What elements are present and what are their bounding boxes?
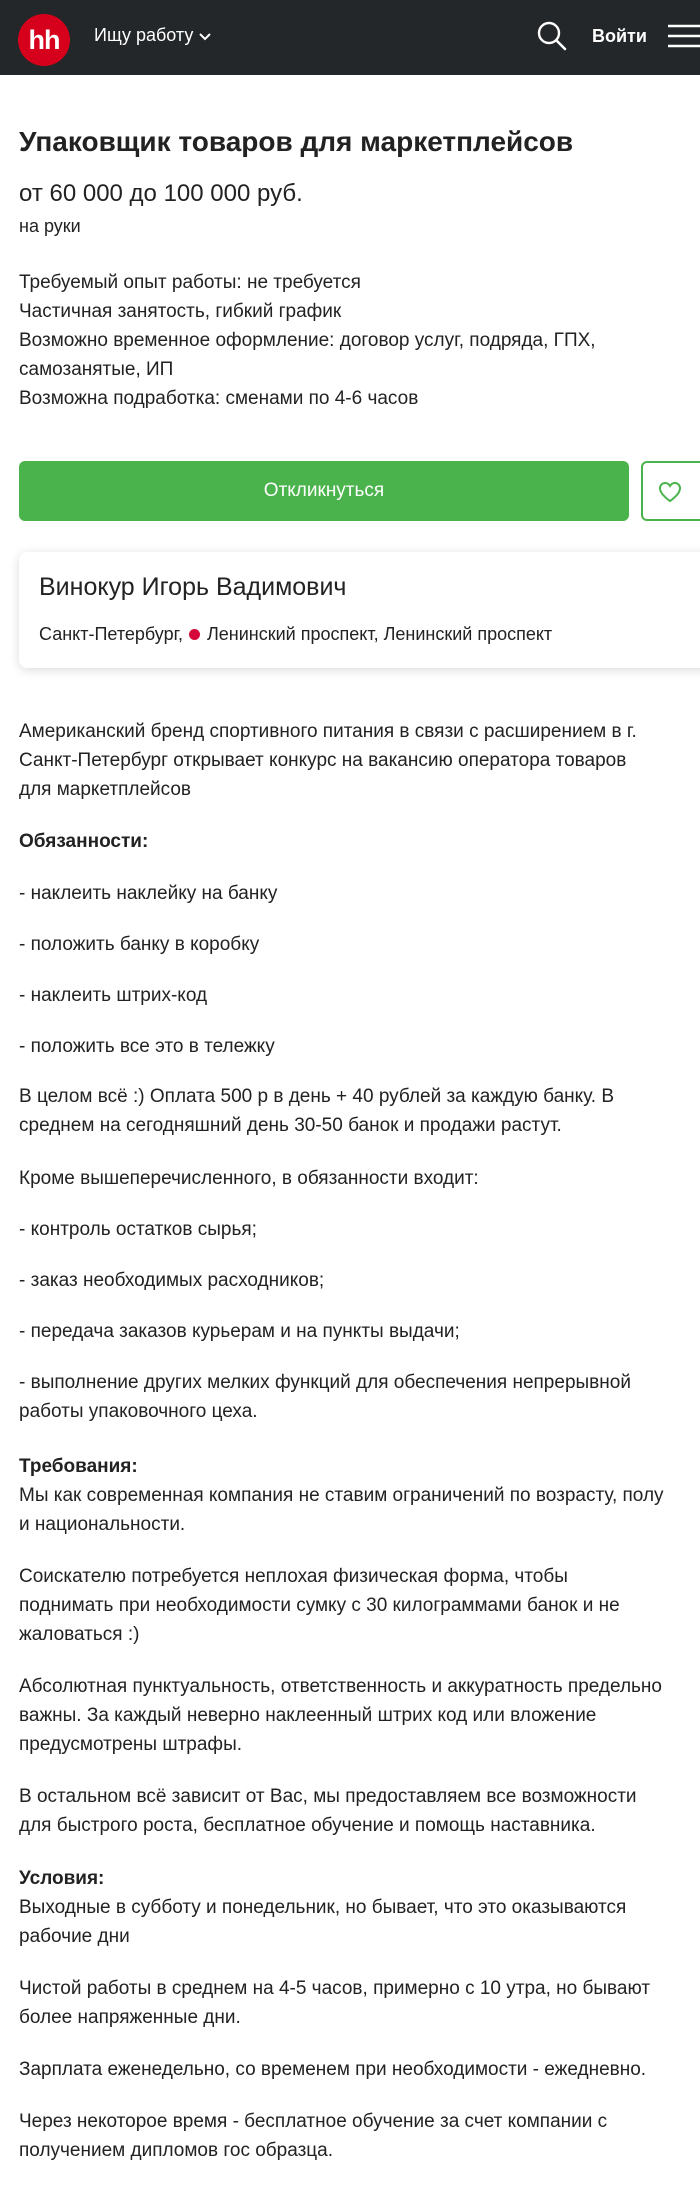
employer-address [39,624,552,645]
fact-parttime: Возможна подработка: сменами по 4-6 часов [19,388,419,409]
top-header [0,0,700,75]
fact-contract: Возможно временное оформление: договор услуг, подряда, ГПХ, [19,330,596,351]
description-line: для быстрого роста, бесплатное обучение и помощь наставника. [19,1815,596,1836]
description-line: для маркетплейсов [19,779,192,800]
description-line: В целом всё :) Оплата 500 р в день + 40 рублей за каждую банку. В [19,1086,615,1107]
list-item: - заказ необходимых расходников; [19,1270,325,1291]
fact-employment: Частичная занятость, гибкий график [19,301,342,322]
chevron-down-icon [199,33,211,41]
description-line: поднимать при необходимости сумку с 30 килограммами банок и не [19,1595,620,1616]
description-line: В остальном всё зависит от Вас, мы предоставляем все возможности [19,1786,637,1807]
vacancy-facts [19,268,679,413]
description-line: рабочие дни [19,1926,130,1947]
list-item: работы упаковочного цеха. [19,1401,258,1422]
list-item: - передача заказов курьерам и на пункты выдачи; [19,1321,460,1342]
description-line: Кроме вышеперечисленного, в обязанности входит: [19,1168,479,1189]
employer-city: Санкт-Петербург, [39,624,183,644]
search-icon[interactable] [536,20,568,52]
description-line: среднем на сегодняшний день 30-50 банок и продажи растут. [19,1115,562,1136]
hh-logo[interactable]: hh [18,14,70,66]
salary-note: на руки [19,216,81,236]
description-line: Соискателю потребуется неплохая физическая форма, чтобы [19,1566,568,1587]
apply-button[interactable]: Откликнуться [19,461,629,521]
description-line: более напряженные дни. [19,2007,241,2028]
favorite-button[interactable] [641,461,700,521]
vacancy-title: Упаковщик товаров для маркетплейсов [19,126,574,157]
description-line: получением дипломов гос образца. [19,2140,334,2161]
description-line: Мы как современная компания не ставим ограничений по возрасту, полу [19,1485,664,1506]
vacancy-salary: от 60 000 до 100 000 руб. [19,180,303,207]
list-item: - наклеить наклейку на банку [19,883,278,904]
description-line: Выходные в субботу и понедельник, но бывает, что это оказываются [19,1897,627,1918]
description-line: Абсолютная пунктуальность, ответственность и аккуратность предельно [19,1676,662,1697]
menu-icon[interactable] [668,20,700,52]
login-link[interactable]: Войти [592,26,647,46]
section-heading: Обязанности: [19,831,149,852]
section-heading: Требования: [19,1456,138,1477]
job-search-menu-label: Ищу работу [94,25,194,45]
list-item: - положить все это в тележку [19,1036,275,1057]
metro-icon [189,629,200,640]
description-line: Чистой работы в среднем на 4-5 часов, примерно с 10 утра, но бывают [19,1978,651,1999]
description-line: жаловаться :) [19,1624,140,1645]
employer-name[interactable]: Винокур Игорь Вадимович [39,573,347,601]
list-item: - положить банку в коробку [19,934,260,955]
list-item: - выполнение других мелких функций для обеспечения непрерывной [19,1372,631,1393]
description-line: важны. За каждый неверно наклеенный штрих код или вложение [19,1705,597,1726]
employer-card[interactable] [19,552,700,668]
fact-contract-cont: самозанятые, ИП [19,359,174,380]
description-line: и национальности. [19,1514,186,1535]
heart-icon [658,481,682,503]
description-line: Санкт-Петербург открывает конкурс на вакансию оператора товаров [19,750,627,771]
job-search-menu[interactable] [94,25,211,46]
employer-metro: Ленинский проспект, Ленинский проспект [206,624,553,644]
list-item: - наклеить штрих-код [19,985,208,1006]
fact-experience: Требуемый опыт работы: не требуется [19,272,361,293]
description-line: Через некоторое время - бесплатное обучение за счет компании с [19,2111,608,2132]
description-line: Американский бренд спортивного питания в связи с расширением в г. [19,721,637,742]
section-heading: Условия: [19,1868,105,1889]
description-line: предусмотрены штрафы. [19,1734,242,1755]
description-line: Зарплата еженедельно, со временем при необходимости - ежедневно. [19,2059,647,2080]
list-item: - контроль остатков сырья; [19,1219,257,1240]
